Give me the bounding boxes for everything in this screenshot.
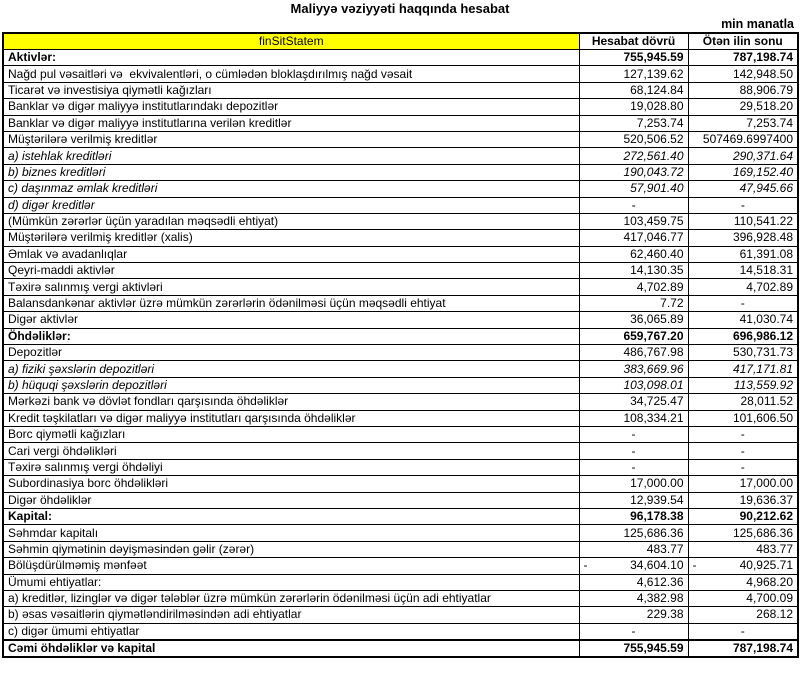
value-prior-year-end: 14,518.31 [688,263,798,279]
value-current-period: - 34,604.10 [579,558,688,574]
row-label: Ümumi ehtiyatlar: [3,574,579,590]
table-row [3,164,798,180]
negative-sign: - [583,558,588,573]
value-prior-year-end: 142,948.50 [688,66,798,82]
row-label: Cəmi öhdəliklər və kapital [3,640,579,657]
value-prior-year-end: 28,011.52 [688,394,798,410]
value-prior-year-end: - [688,459,798,475]
value-prior-year-end: 169,152.40 [688,164,798,180]
value-prior-year-end: 29,518.20 [688,99,798,115]
value-current-period: 229.38 [579,607,688,623]
table-row [3,328,798,344]
value-prior-year-end: 125,686.36 [688,525,798,541]
row-label: Nağd pul vəsaitləri və ekvivalentləri, o cümlədən bloklaşdırılmış nağd vəsait [3,66,579,82]
row-label: Təxirə salınmış vergi aktivləri [3,279,579,295]
row-label: (Mümkün zərərlər üçün yaradılan məqsədli ehtiyat) [3,213,579,229]
value-prior-year-end: 90,212.62 [688,508,798,524]
value-prior-year-end: - [688,623,798,640]
row-label: Ticarət və investisiya qiymətli kağızları [3,82,579,98]
table-row [3,426,798,442]
value-prior-year-end: 4,968.20 [688,574,798,590]
financial-statement-table [2,32,799,658]
value-current-period: - [579,426,688,442]
value-prior-year-end: - [688,197,798,213]
value-current-period: 520,506.52 [579,131,688,147]
value-current-period: 755,945.59 [579,50,688,66]
row-label: Digər öhdəliklər [3,492,579,508]
row-label: b) əsas vəsaitlərin qiymətləndirilməsindən adi ehtiyatlar [3,607,579,623]
table-row [3,541,798,557]
unit-note: min manatla [721,17,794,31]
table-row [3,623,798,640]
table-row [3,131,798,147]
table-row [3,345,798,361]
table-row [3,148,798,164]
row-label: Banklar və digər maliyyə institutlarındakı depozitlər [3,99,579,115]
table-row [3,574,798,590]
value-current-period: - [579,197,688,213]
value-prior-year-end: 787,198.74 [688,640,798,657]
value-current-period: 127,139.62 [579,66,688,82]
value-prior-year-end: 7,253.74 [688,115,798,131]
row-label: Depozitlər [3,345,579,361]
value-prior-year-end: 396,928.48 [688,230,798,246]
value-current-period: 34,725.47 [579,394,688,410]
header-row [3,33,798,50]
row-label: Əmlak və avadanlıqlar [3,246,579,262]
value-current-period: 4,702.89 [579,279,688,295]
value-current-period: 7,253.74 [579,115,688,131]
table-row [3,459,798,475]
value-current-period: - [579,623,688,640]
value-current-period: - [579,443,688,459]
table-row [3,263,798,279]
value-prior-year-end: 696,986.12 [688,328,798,344]
value-prior-year-end: 19,636.37 [688,492,798,508]
table-row [3,508,798,524]
header-current-period: Hesabat dövrü [579,33,688,50]
table-row [3,50,798,66]
value-prior-year-end: 47,945.66 [688,181,798,197]
value-prior-year-end: 17,000.00 [688,476,798,492]
value-prior-year-end: 88,906.79 [688,82,798,98]
row-label: Təxirə salınmış vergi öhdəliyi [3,459,579,475]
value-current-period: 57,901.40 [579,181,688,197]
value-current-period: 68,124.84 [579,82,688,98]
value-prior-year-end: 61,391.08 [688,246,798,262]
table-row [3,410,798,426]
row-label: Aktivlər: [3,50,579,66]
value-current-period: 755,945.59 [579,640,688,657]
row-label: Öhdəliklər: [3,328,579,344]
row-label: Borc qiymətli kağızları [3,426,579,442]
value-prior-year-end: 4,702.89 [688,279,798,295]
value-prior-year-end: - [688,443,798,459]
table-row [3,66,798,82]
value-prior-year-end: 507469.6997400 [688,131,798,147]
report-title: Maliyyə vəziyyəti haqqında hesabat [290,1,510,16]
table-row [3,82,798,98]
row-label: Kredit təşkilatları və digər maliyyə institutları qarşısında öhdəliklər [3,410,579,426]
value-current-period: 417,046.77 [579,230,688,246]
value-current-period: 103,459.75 [579,213,688,229]
table-row [3,607,798,623]
value-prior-year-end: 787,198.74 [688,50,798,66]
table-row [3,115,798,131]
row-label: Cari vergi öhdəlikləri [3,443,579,459]
value-prior-year-end: 290,371.64 [688,148,798,164]
value-current-period: 12,939.54 [579,492,688,508]
value-current-period: 190,043.72 [579,164,688,180]
value-current-period: 7.72 [579,295,688,311]
value-prior-year-end: 530,731.73 [688,345,798,361]
table-row [3,443,798,459]
table-row [3,295,798,311]
value-current-period: 486,767.98 [579,345,688,361]
row-label: Mərkəzi bank və dövlət fondları qarşısında öhdəliklər [3,394,579,410]
value-current-period: 103,098.01 [579,377,688,393]
row-label: Səhmin qiymətinin dəyişməsindən gəlir (zərər) [3,541,579,557]
table-row [3,394,798,410]
row-label: b) hüquqi şəxslərin depozitləri [3,377,579,393]
table-row [3,558,798,574]
table-row [3,492,798,508]
value-prior-year-end: 4,700.09 [688,590,798,606]
table-row [3,377,798,393]
row-label: Subordinasiya borc öhdəlikləri [3,476,579,492]
value-prior-year-end: 110,541.22 [688,213,798,229]
value-current-period: 96,178.38 [579,508,688,524]
row-label: c) digər ümumi ehtiyatlar [3,623,579,640]
value-prior-year-end: 101,606.50 [688,410,798,426]
header-prior-year-end: Ötən ilin sonu [688,33,798,50]
row-label: Qeyri-maddi aktivlər [3,263,579,279]
value-prior-year-end: 113,559.92 [688,377,798,393]
value-current-period: 4,612.36 [579,574,688,590]
value-prior-year-end: 268.12 [688,607,798,623]
value-current-period: 36,065.89 [579,312,688,328]
row-label: c) daşınmaz əmlak kreditləri [3,181,579,197]
value-current-period: 14,130.35 [579,263,688,279]
value-prior-year-end: - [688,426,798,442]
value-current-period: 62,460.40 [579,246,688,262]
row-label: Banklar və digər maliyyə institutlarına verilən kreditlər [3,115,579,131]
row-label: a) fiziki şəxslərin depozitləri [3,361,579,377]
value-prior-year-end: - 40,925.71 [688,558,798,574]
table-row [3,197,798,213]
row-label: Digər aktivlər [3,312,579,328]
row-label: Bölüşdürülməmiş mənfəət [3,558,579,574]
row-label: a) istehlak kreditləri [3,148,579,164]
row-label: Müştərilərə verilmiş kreditlər (xalis) [3,230,579,246]
table-row [3,246,798,262]
table-row [3,279,798,295]
row-label: Balansdankənar aktivlər üzrə mümkün zərərlərin ödənilməsi üçün məqsədli ehtiyat [3,295,579,311]
value-current-period: 272,561.40 [579,148,688,164]
table-row [3,476,798,492]
row-label: a) kreditlər, lizinglər və digər tələblər üzrə mümkün zərərlərin ödənilməsi üçün adi ehtiyatlar [3,590,579,606]
value-prior-year-end: 41,030.74 [688,312,798,328]
table-row [3,312,798,328]
row-label: Müştərilərə verilmiş kreditlər [3,131,579,147]
row-label: b) biznes kreditləri [3,164,579,180]
value-prior-year-end: 483.77 [688,541,798,557]
value-current-period: 383,669.96 [579,361,688,377]
value-current-period: 19,028.80 [579,99,688,115]
table-row [3,181,798,197]
table-row [3,213,798,229]
value-current-period: 483.77 [579,541,688,557]
value-current-period: 17,000.00 [579,476,688,492]
header-finsitstatem: finSitStatem [3,33,579,50]
value-current-period: 125,686.36 [579,525,688,541]
value-current-period: - [579,459,688,475]
table-row [3,640,798,657]
row-label: d) digər kreditlər [3,197,579,213]
value-current-period: 659,767.20 [579,328,688,344]
table-row [3,230,798,246]
table-row [3,590,798,606]
table-row [3,525,798,541]
value-current-period: 108,334.21 [579,410,688,426]
value-current-period: 4,382.98 [579,590,688,606]
table-row [3,361,798,377]
row-label: Səhmdar kapitalı [3,525,579,541]
value-prior-year-end: 417,171.81 [688,361,798,377]
table-row [3,99,798,115]
row-label: Kapital: [3,508,579,524]
negative-sign: - [692,558,697,573]
value-prior-year-end: - [688,295,798,311]
